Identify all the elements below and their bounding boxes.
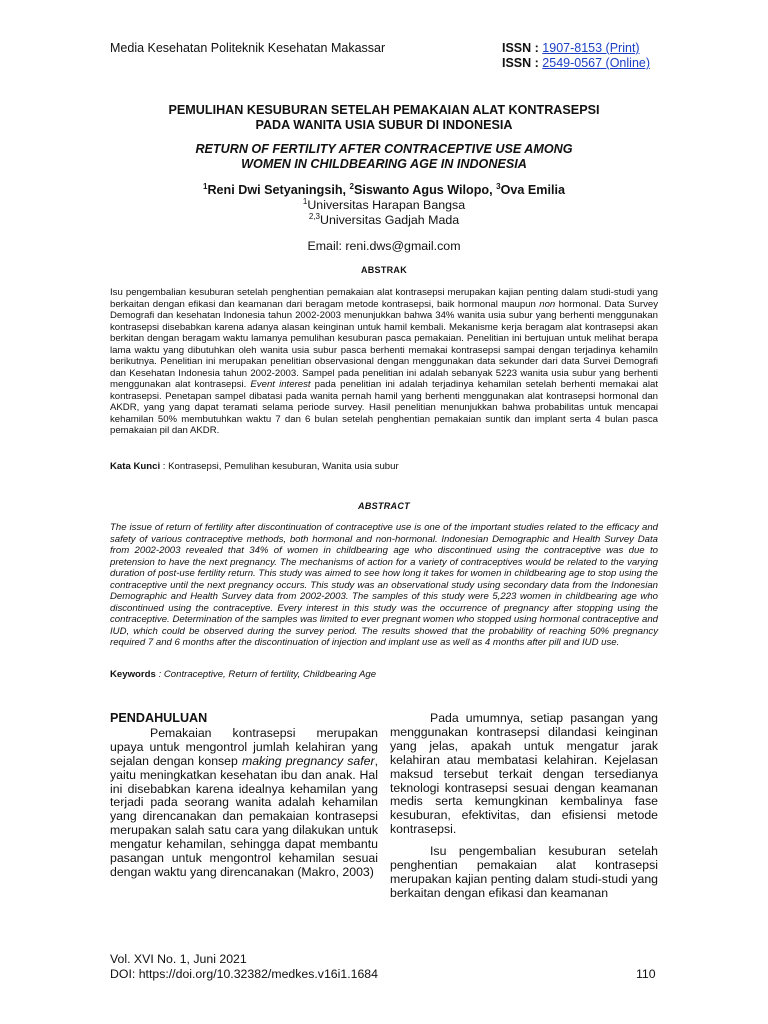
affiliation-2 xyxy=(0,212,768,228)
affiliation-sup: 1 xyxy=(302,196,308,206)
author-sup: 3 xyxy=(496,181,501,191)
author-1: Reni Dwi Setyaningsih, xyxy=(207,183,350,197)
body-paragraph: Pada umumnya, setiap pasangan yang menggunakan kontrasepsi dilandasi keinginan yang jelas, apakah untuk mengatur jarak kelahiran atau membatasi kelahiran. Kejelasan maksud tersebut terkait dengan tersedianya teknologi kontrasepsi sesuai dengan keamanan medis serta kemungkinan kembalinya fase kesuburan, efektivitas, dan efisiensi metode kontrasepsi. xyxy=(390,711,658,837)
body-left-column xyxy=(110,712,378,880)
author-sup: 1 xyxy=(203,181,208,191)
issn-label: ISSN : xyxy=(502,41,539,55)
kata-kunci xyxy=(110,461,658,473)
title-english-line1: RETURN OF FERTILITY AFTER CONTRACEPTIVE USE AMONG xyxy=(195,142,573,156)
abstrak-italic: Event interest xyxy=(250,379,311,390)
section-heading-pendahuluan: PENDAHULUAN xyxy=(110,711,208,725)
body-right-column xyxy=(390,712,658,901)
footer-volume: Vol. XVI No. 1, Juni 2021 xyxy=(110,952,247,966)
keywords-label: Keywords xyxy=(110,669,156,680)
issn-online-link[interactable]: 2549-0567 (Online) xyxy=(542,56,651,70)
issn-print-line xyxy=(502,41,640,56)
issn-online-line xyxy=(502,56,650,71)
body-text: , yaitu meningkatkan kesehatan ibu dan anak. Hal ini disebabkan karena idealnya kehamilan yang terjadi pada seorang wanita adalah kehamilan yang direncanakan dan pemakaian kontrasepsi merupakan salah satu cara yang dilakukan untuk mengatur kehamilan, sehingga dapat membantu pasangan untuk mengontrol kehamilan sesuai dengan waktu yang direncanakan (Makro, 2003) xyxy=(110,753,378,879)
affiliation-1-text: Universitas Harapan Bangsa xyxy=(307,198,466,212)
footer-doi[interactable]: DOI: https://doi.org/10.32382/medkes.v16i1.1684 xyxy=(110,967,378,981)
affiliation-1 xyxy=(0,197,768,213)
author-email[interactable]: Email: reni.dws@gmail.com xyxy=(307,239,461,253)
kata-kunci-label: Kata Kunci xyxy=(110,461,161,472)
title-english-line2: WOMEN IN CHILDBEARING AGE IN INDONESIA xyxy=(241,157,527,171)
issn-label: ISSN : xyxy=(502,56,539,70)
abstrak-text xyxy=(110,287,658,437)
body-italic: making pregnancy safer xyxy=(241,753,375,768)
abstract-heading: ABSTRACT xyxy=(358,501,410,511)
abstrak-italic: non xyxy=(539,298,556,310)
journal-name: Media Kesehatan Politeknik Kesehatan Makassar xyxy=(110,41,386,55)
author-2: Siswanto Agus Wilopo, xyxy=(353,183,497,197)
abstract-text: The issue of return of fertility after discontinuation of contraceptive use is one of the important studies related to the efficacy and safety of various contraceptive methods, both hormonal and non-hormonal. Indonesian Demographic and Health Survey Data from 2002-2003 revealed that 34% of women in childbearing age who discontinued using the contraceptive was due to pretension to have the next pregnancy. The mechanisms of action for a variety of contraceptives would be related to the varying duration of post-use fertility return. This study was aimed to see how long it takes for women in childbearing age to stop using the contraceptive until the next pregnancy occurs. This study was an observational study using secondary data from the Indonesian Demographic and Health Survey data from 2002-2003. The samples of this study were 5,223 women in childbearing age who discontinued using the contraceptive. Every interest in this study was the occurrence of pregnancy after stopping using the contraceptive. Determination of the samples was limited to ever pregnant women who stopped using hormonal contraceptive and IUD, which could be observed during the survey period. The results showed that the probability of reaching 50% pregnancy required 7 and 6 months after the discontinuation of injection and implant use as well as 4 months after pill and IUD use. xyxy=(110,522,658,648)
abstrak-part: pada penelitian ini adalah terjadinya kehamilan setelah berhenti memakai alat kontrasepsi. Penetapan sampel dibatasi pada wanita pernah hamil yang berhenti menggunakan alat kontrasepsi hormonal dan AKDR, yang yang dapat teramati selama periode survey. Hasil penelitian menunjukkan bahwa probabilitas untuk mencapai kehamilan 50% membutuhkan waktu 7 dan 6 bulan setelah penghentian pemakaian suntik dan implant serta 4 bulan pasca pemakaian pil dan AKDR. xyxy=(110,379,658,436)
body-paragraph: Isu pengembalian kesuburan setelah penghentian pemakaian alat kontrasepsi merupakan kajian penting dalam studi-studi yang berkaitan dengan efikasi dan keamanan xyxy=(390,844,658,900)
affiliation-sup: 2,3 xyxy=(308,211,320,221)
abstrak-heading: ABSTRAK xyxy=(360,265,408,275)
body-text: Pemakaian kontrasepsi merupakan upaya untuk mengontrol jumlah kelahiran yang sejalan dengan konsep xyxy=(110,725,378,768)
author-list xyxy=(0,182,768,198)
body-paragraph xyxy=(110,727,378,880)
title-indonesian-line1: PEMULIHAN KESUBURAN SETELAH PEMAKAIAN ALAT KONTRASEPSI xyxy=(168,103,600,117)
title-indonesian-line2: PADA WANITA USIA SUBUR DI INDONESIA xyxy=(255,118,513,132)
page-number: 110 xyxy=(636,967,656,981)
issn-print-link[interactable]: 1907-8153 (Print) xyxy=(542,41,640,55)
abstrak-part: hormonal. Data Survey Demografi dan kesehatan Indonesia tahun 2002-2003 menunjukkan bahwa 34% wanita usia subur yang berhenti menggunakan kontrasepsi disebabkan karena adanya alasan keinginan untuk hamil kembali. Mekanisme kerja beragam alat kontrasepsi akan berkitan dengan beragam waktu lamanya pemulihan kesuburan pasca pemakaian. Penelitian ini bertujuan untuk melihat berapa lama waktu yang dibutuhkan oleh wanita usia subur pasca berhenti memakai kontrasepsi sampai dengan terjadinya kehamiln berikutnya. Penelitian ini merupakan penelitian observasional dengan menggunakan data sekunder dari data Survei Demografi dan Kesehatan Indonesia tahun 2002-2003. Sampel pada penelitian ini adalah sebanyak 5223 wanita usia subur yang berhenti menggunakan alat kontrasepsi. xyxy=(110,298,659,390)
affiliation-2-text: Universitas Gadjah Mada xyxy=(320,213,460,227)
keywords xyxy=(110,669,658,681)
author-sup: 2 xyxy=(349,181,354,191)
abstrak-part: Isu pengembalian kesuburan setelah penghentian pemakaian alat kontrasepsi merupakan kajian penting dalam studi-studi yang berkaitan dengan efikasi dan keamanan dari beragam metode kontrasepsi, baik hormonal maupun xyxy=(110,287,658,310)
keywords-text: : Contraceptive, Return of fertility, Childbearing Age xyxy=(158,669,377,680)
author-3: Ova Emilia xyxy=(500,183,565,197)
kata-kunci-text: : Kontrasepsi, Pemulihan kesuburan, Wanita usia subur xyxy=(160,461,399,472)
